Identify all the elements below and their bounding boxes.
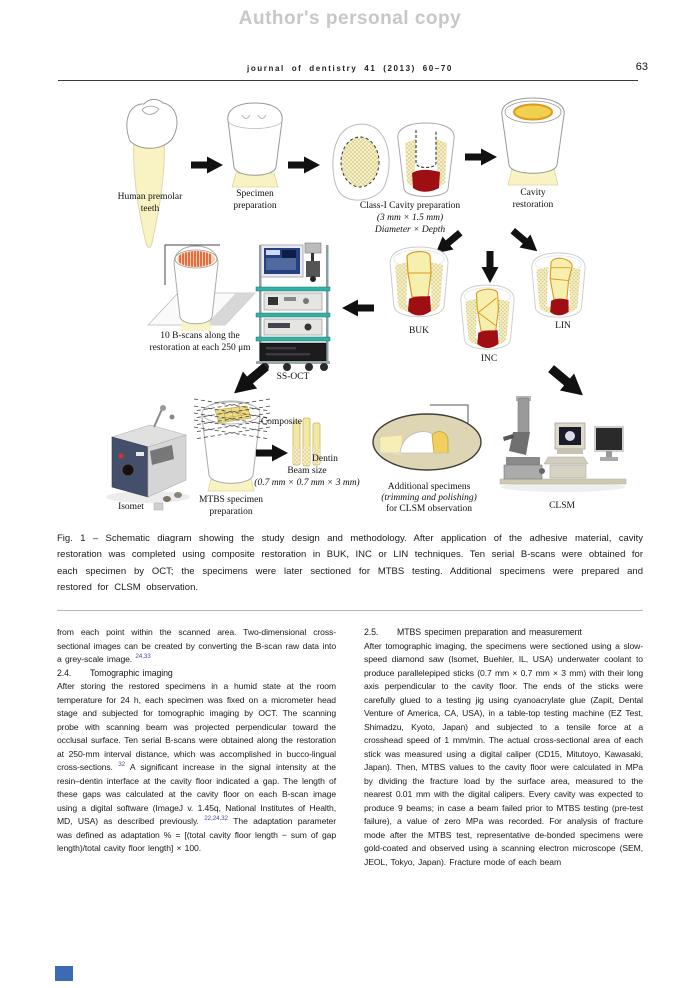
arrow-right-sticks bbox=[256, 445, 288, 462]
bscan-station-drawing bbox=[148, 245, 255, 331]
arrow-left-ssoct bbox=[342, 300, 374, 317]
specimen-prep-drawing bbox=[228, 103, 282, 187]
label-specimen-prep-line1: Specimen bbox=[236, 189, 274, 199]
left-column bbox=[57, 626, 336, 869]
isomet-machine-drawing bbox=[106, 405, 190, 510]
figure-1-svg bbox=[50, 95, 660, 527]
label-specimen-prep-line2: preparation bbox=[233, 201, 277, 211]
arrow-right-1 bbox=[191, 157, 223, 174]
figure-1-schematic bbox=[50, 95, 660, 527]
caption-rule bbox=[57, 610, 643, 611]
label-buk: BUK bbox=[408, 326, 430, 336]
label-beam-size: Beam size bbox=[287, 466, 327, 476]
bottom-left-blue-marker bbox=[55, 966, 73, 981]
label-lin: LIN bbox=[555, 321, 571, 331]
human-premolar-drawing bbox=[127, 99, 177, 247]
section-heading-2-5 bbox=[364, 626, 643, 640]
paragraph-text: from each point within the scanned area. Two-dimensional cross-sectional images can be created by converting the B-scan raw data into a grey-scale image. bbox=[57, 627, 336, 664]
label-class1-line2: (3 mm × 1.5 mm) bbox=[376, 213, 444, 223]
label-cavity-restoration-line1: Cavity bbox=[520, 188, 546, 198]
label-dentin: Dentin bbox=[312, 454, 338, 464]
clsm-drawing bbox=[500, 396, 626, 492]
section-title: Tomographic imaging bbox=[90, 667, 173, 678]
right-column bbox=[364, 626, 643, 869]
arrow-big-downright bbox=[544, 360, 590, 404]
authors-copy-watermark: Author's personal copy bbox=[238, 8, 462, 29]
body-columns bbox=[57, 626, 643, 869]
inc-tooth-drawing bbox=[461, 285, 514, 349]
section-number: 2.4. bbox=[57, 667, 72, 678]
header-rule bbox=[58, 80, 638, 81]
label-class1-line1: Class-I Cavity preparation bbox=[359, 201, 461, 211]
citation-ref-24-33[interactable]: 24,33 bbox=[135, 653, 151, 661]
label-additional-line1: Additional specimens bbox=[387, 482, 471, 492]
lin-tooth-drawing bbox=[532, 253, 585, 317]
journal-running-head: journal of dentistry 41 (2013) 60–70 bbox=[247, 64, 453, 73]
label-human-premolar-line2: teeth bbox=[140, 204, 160, 214]
figure-caption-tag: Fig. 1 – bbox=[57, 533, 99, 544]
section-number: 2.5. bbox=[364, 627, 379, 637]
label-cavity-restoration-line2: restoration bbox=[512, 200, 554, 210]
label-beam-dims: (0.7 mm × 0.7 mm × 3 mm) bbox=[254, 478, 360, 488]
arrow-right-3 bbox=[465, 149, 497, 166]
label-inc: INC bbox=[480, 354, 498, 364]
cavity-occlusal-view bbox=[333, 124, 389, 200]
label-class1-line3: Diameter × Depth bbox=[374, 225, 446, 235]
label-additional-line3: for CLSM observation bbox=[385, 504, 473, 514]
label-bscans-line1: 10 B-scans along the bbox=[160, 331, 240, 341]
label-composite: Composite bbox=[260, 417, 302, 427]
label-mtbs-line1: MTBS specimen bbox=[198, 495, 264, 505]
paragraph-text: After storing the restored specimens in a humid state at the room temperature for 24 h, each specimen was fixed on a micrometer head stage and subjected for tomographic imaging by OCT. The scanning probe with scanning beam was projected perpendicular toward the occlusal surface. Ten serial B-scans were obtained along the restoration at 250-mm interval distance, which was accomplished in bucco-lingual cross-sections. bbox=[57, 681, 336, 772]
arrow-right-2 bbox=[288, 157, 320, 174]
ssoct-machine-drawing bbox=[256, 243, 330, 371]
label-ssoct: SS-OCT bbox=[276, 372, 310, 382]
paragraph-tomographic-imaging bbox=[57, 680, 336, 856]
section-heading-2-4 bbox=[57, 667, 336, 681]
buk-tooth-drawing bbox=[390, 247, 448, 317]
section-title: MTBS specimen preparation and measurement bbox=[397, 627, 582, 637]
citation-ref-22-24-32[interactable]: 22,24,32 bbox=[204, 815, 228, 823]
label-human-premolar-line1: Human premolar bbox=[117, 192, 183, 202]
page-number: 63 bbox=[635, 61, 648, 73]
cavity-restoration-drawing bbox=[502, 98, 564, 185]
paragraph-mtbs-preparation: After tomographic imaging, the specimens were sectioned using a slow-speed diamond saw (Isomet, Buehler, IL, USA) underwater coolant to produce parallelepiped sticks (0.7 mm × 0.7 mm × 3 mm) with their long axis perpendicular to the cavity floor. The ends of the sticks were carefully glued to a testing jig using cyanoacrylate glue (Zapit, Dental Venture of America, CA, USA), in a table-top testing machine (EZ Test, Shimadzu, Kyoto, Japan) and subjected to a tensile force at a crosshead speed of 1 mm/min. The actual cross-sectional area of each stick was measured using a digital caliper (CD15, Mitutoyo, Kawasaki, Japan). Then, MTBS values to the cavity floor were calculated in MPa by dividing the fracture load by the surface area, measured to the nearest 0.01 mm with the digital calipers. Every cavity was expected to produce 9 beams; in case a beam failed prior to MTBS testing (pre-test failure), a value of zero MPa was recorded. For analysis of fracture mode after the MTBS test, representative de-bonded specimens were gold-coated and observed using a scanning electron microscope (SEM, JEOL, Tokyo, Japan). Fracture mode of each beam bbox=[364, 640, 643, 867]
label-clsm: CLSM bbox=[549, 501, 575, 511]
paragraph-continuation bbox=[57, 626, 336, 667]
figure-caption-text: Schematic diagram showing the study design and methodology. After application of the adhesive material, cavity restoration was completed using composite restoration in BUK, INC or LIN techniques. Ten serial B-scans were obtained for each specimen by OCT; the specimens were later sectioned for MTBS testing. Additional specimens were prepared and restored for CLSM observation. bbox=[57, 533, 644, 593]
label-mtbs-line2: preparation bbox=[209, 507, 253, 517]
paragraph-text: A significant increase in the signal intensity at the resin–dentin interface at the cavity floor indicated a gap. The length of these gaps was calculated at the cavity floor on each B-scan image using a digital software (ImageJ v. 1.45q, National Institutes of Health, MD, USA) as described previously. bbox=[57, 762, 336, 826]
figure-1-caption bbox=[57, 531, 643, 596]
arrow-down-inc bbox=[482, 251, 499, 283]
arrow-downright-lin bbox=[507, 224, 542, 258]
label-bscans-line2: restoration at each 250 μm bbox=[149, 343, 251, 353]
label-isomet: Isomet bbox=[118, 502, 144, 512]
paragraph-text: The adaptation parameter was defined as adaptation % = [(total cavity floor length − sum of gap length)/total cavity floor length] × 100. bbox=[57, 816, 336, 853]
additional-specimens-drawing bbox=[373, 405, 481, 470]
citation-ref-32[interactable]: 32 bbox=[118, 761, 125, 769]
cavity-cross-section bbox=[398, 123, 454, 197]
label-additional-line2: (trimming and polishing) bbox=[381, 493, 477, 503]
